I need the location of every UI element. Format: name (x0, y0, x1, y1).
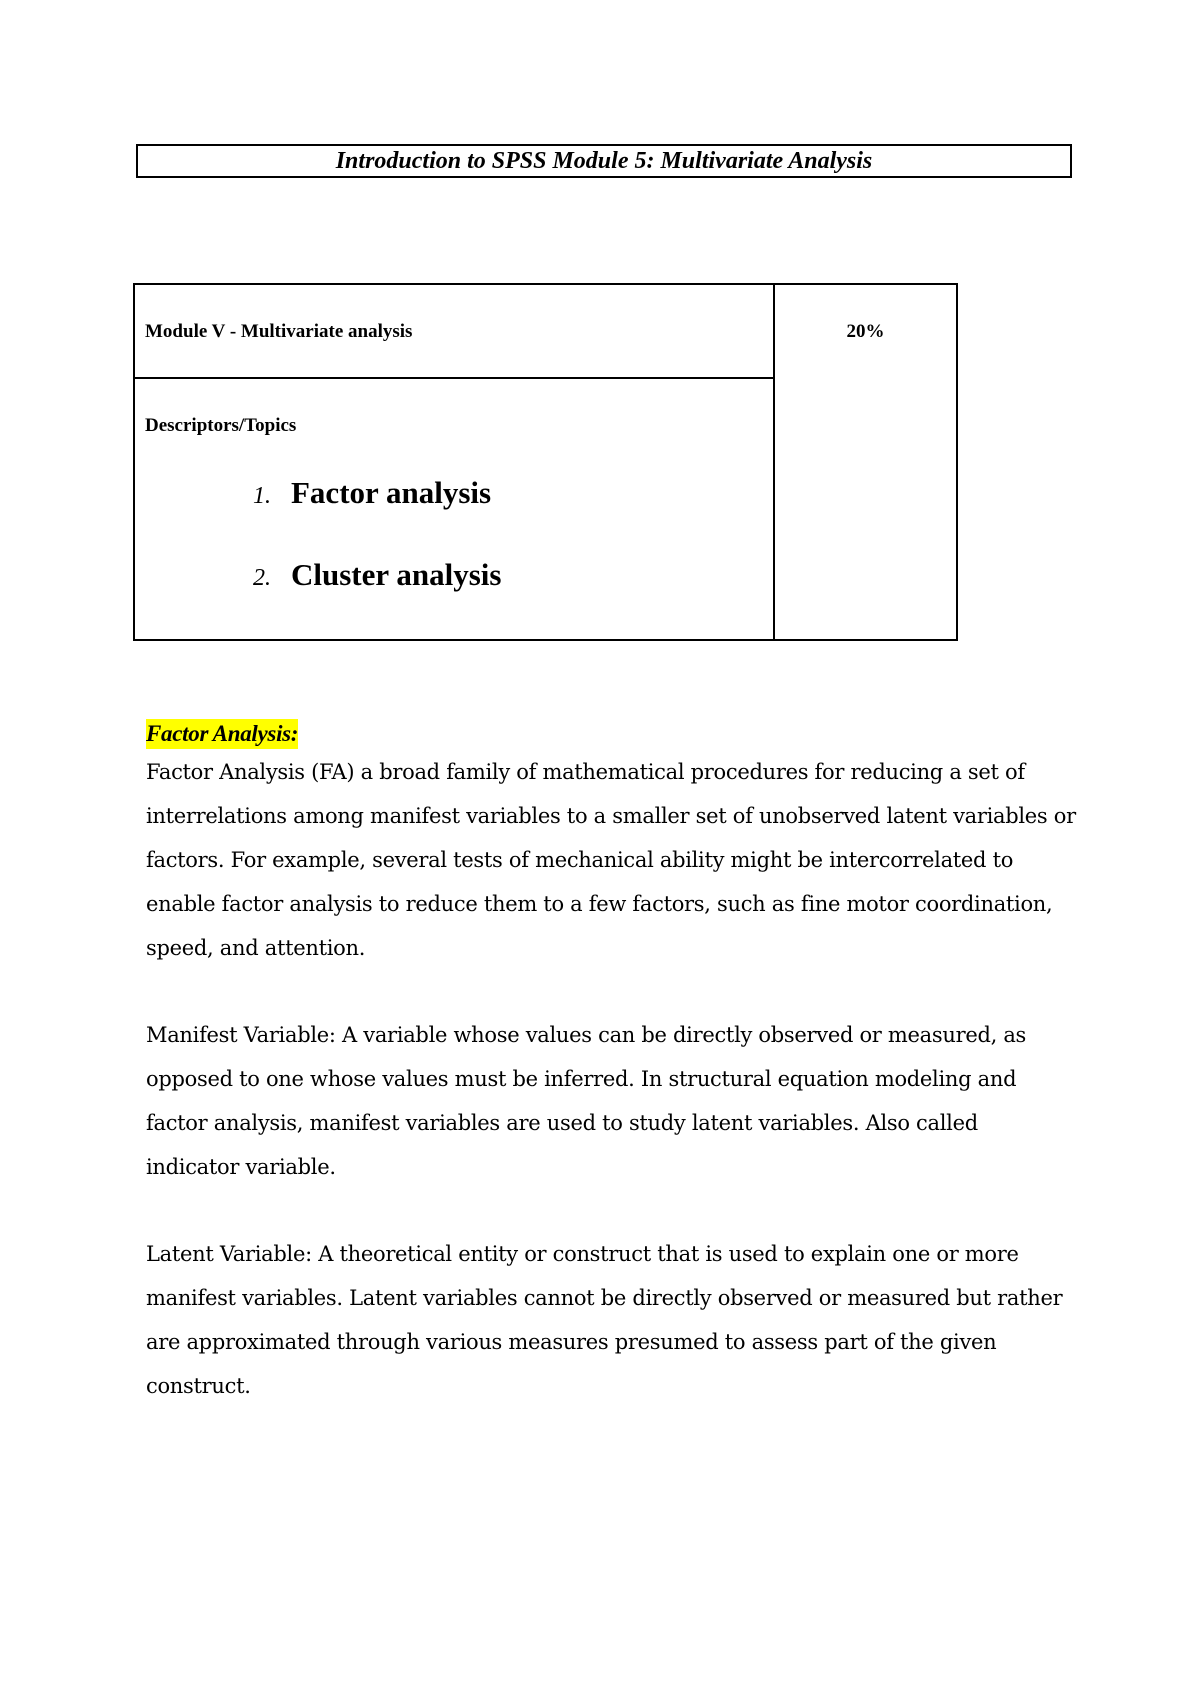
module-weight: 20% (846, 321, 885, 342)
module-weight-cell (774, 284, 957, 640)
module-table (133, 283, 958, 641)
document-title-box (136, 144, 1072, 178)
topics-list (145, 475, 773, 639)
list-item (145, 475, 773, 557)
module-title-cell (134, 284, 774, 378)
topics-heading: Descriptors/Topics (145, 415, 297, 436)
module-title: Module V - Multivariate analysis (145, 321, 413, 342)
paragraph-factor-analysis: Factor Analysis (FA) a broad family of mathematical procedures for reducing a set of interrelations among manifest variables to a smaller set of unobserved latent variables or factors. For example, several tests of mechanical ability might be intercorrelated to enable factor analysis to reduce them to a few factors, such as fine motor coordination, speed, and attention. (146, 760, 1076, 960)
paragraph-latent-variable: Latent Variable: A theoretical entity or construct that is used to explain one or more manifest variables. Latent variables cannot be directly observed or measured but rather are approximated through various measures presumed to assess part of the given construct. (146, 1242, 1063, 1398)
module-topics-cell (134, 378, 774, 640)
topic-number: 2. (253, 565, 271, 591)
section-heading: Factor Analysis: (146, 719, 298, 749)
paragraph-manifest-variable: Manifest Variable: A variable whose values can be directly observed or measured, as opposed to one whose values must be inferred. In structural equation modeling and factor analysis, manifest variables are used to study latent variables. Also called indicator variable. (146, 1023, 1027, 1179)
list-item (145, 557, 773, 639)
topic-label: Factor analysis (291, 475, 492, 510)
topic-label: Cluster analysis (291, 557, 502, 592)
topic-number: 1. (253, 483, 271, 509)
document-title: Introduction to SPSS Module 5: Multivariate Analysis (335, 148, 873, 174)
